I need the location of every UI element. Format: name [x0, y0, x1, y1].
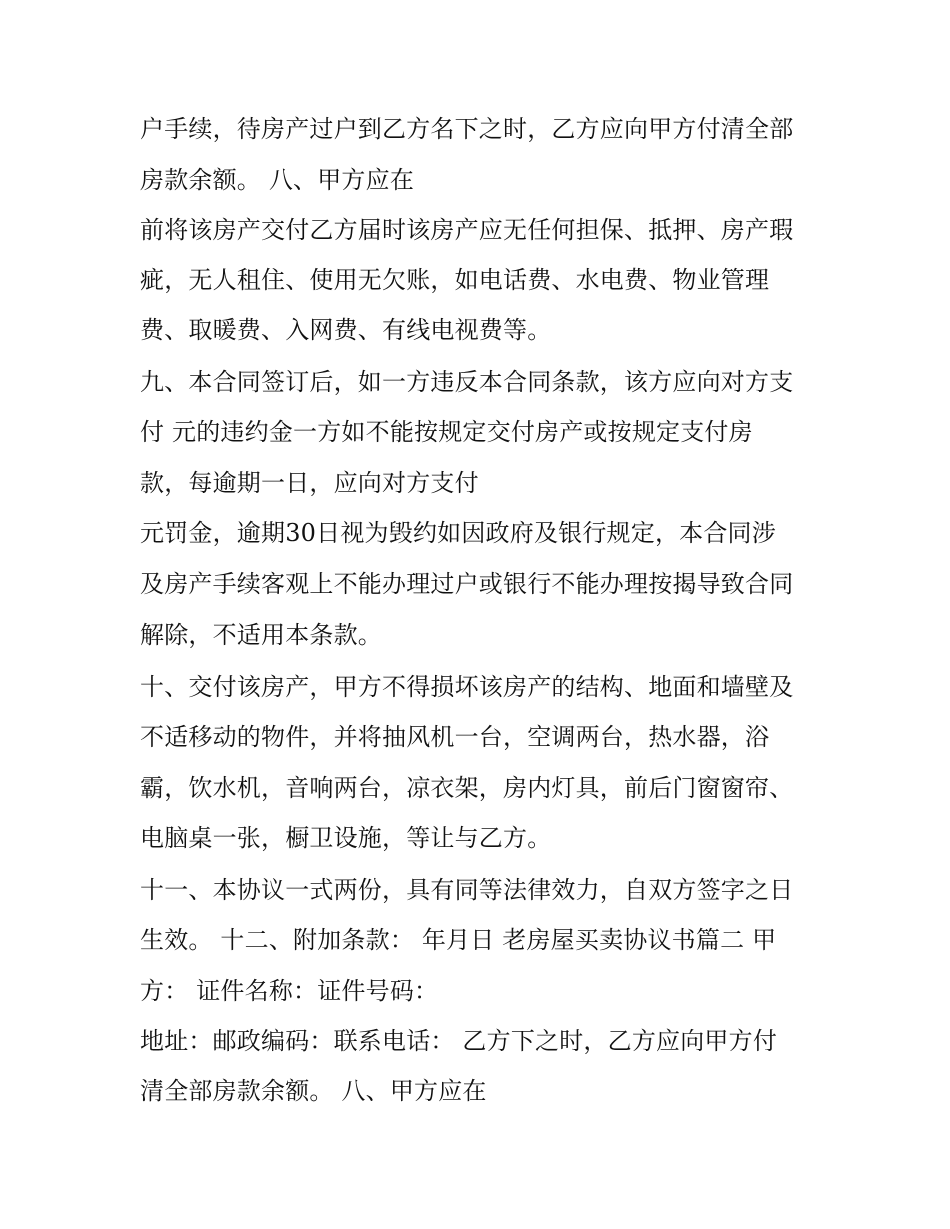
text-line: 生效。 十二、附加条款： 年月日 老房屋买卖协议书篇二 甲 — [140, 926, 777, 954]
text-line: 付 元的违约金一方如不能按规定交付房产或按规定支付房 — [140, 418, 753, 446]
text-line: 十、交付该房产，甲方不得损坏该房产的结构、地面和墙壁及 — [140, 673, 794, 701]
text-line: 地址：邮政编码：联系电话： 乙方下之时，乙方应向甲方付 — [140, 1027, 778, 1055]
text-line: 户手续，待房产过户到乙方名下之时，乙方应向甲方付清全部 — [140, 115, 794, 143]
text-line: 不适移动的物件，并将抽风机一台，空调两台，热水器，浴 — [140, 723, 770, 751]
text-line: 解除，不适用本条款。 — [140, 621, 382, 649]
text-line: 九、本合同签订后，如一方违反本合同条款，该方应向对方支 — [140, 368, 794, 396]
text-line: 十一、本协议一式两份，具有同等法律效力，自双方签字之日 — [140, 876, 794, 904]
text-line: 款，每逾期一日，应向对方支付 — [140, 469, 479, 497]
text-line: 清全部房款余额。 八、甲方应在 — [140, 1077, 487, 1105]
text-line: 电脑桌一张，橱卫设施，等让与乙方。 — [140, 824, 552, 852]
text-line: 费、取暖费、入网费、有线电视费等。 — [140, 316, 552, 344]
text-line: 房款余额。 八、甲方应在 — [140, 166, 415, 194]
text-line: 及房产手续客观上不能办理过户或银行不能办理按揭导致合同 — [140, 570, 794, 598]
text-line: 方： 证件名称：证件号码： — [140, 977, 439, 1005]
text-line: 疵，无人租住、使用无欠账，如电话费、水电费、物业管理 — [140, 266, 770, 294]
text-line: 霸，饮水机，音响两台，凉衣架，房内灯具，前后门窗窗帘、 — [140, 774, 794, 802]
text-line: 元罚金，逾期30日视为毁约如因政府及银行规定，本合同涉 — [140, 519, 776, 547]
text-line: 前将该房产交付乙方届时该房产应无任何担保、抵押、房产瑕 — [140, 216, 794, 244]
